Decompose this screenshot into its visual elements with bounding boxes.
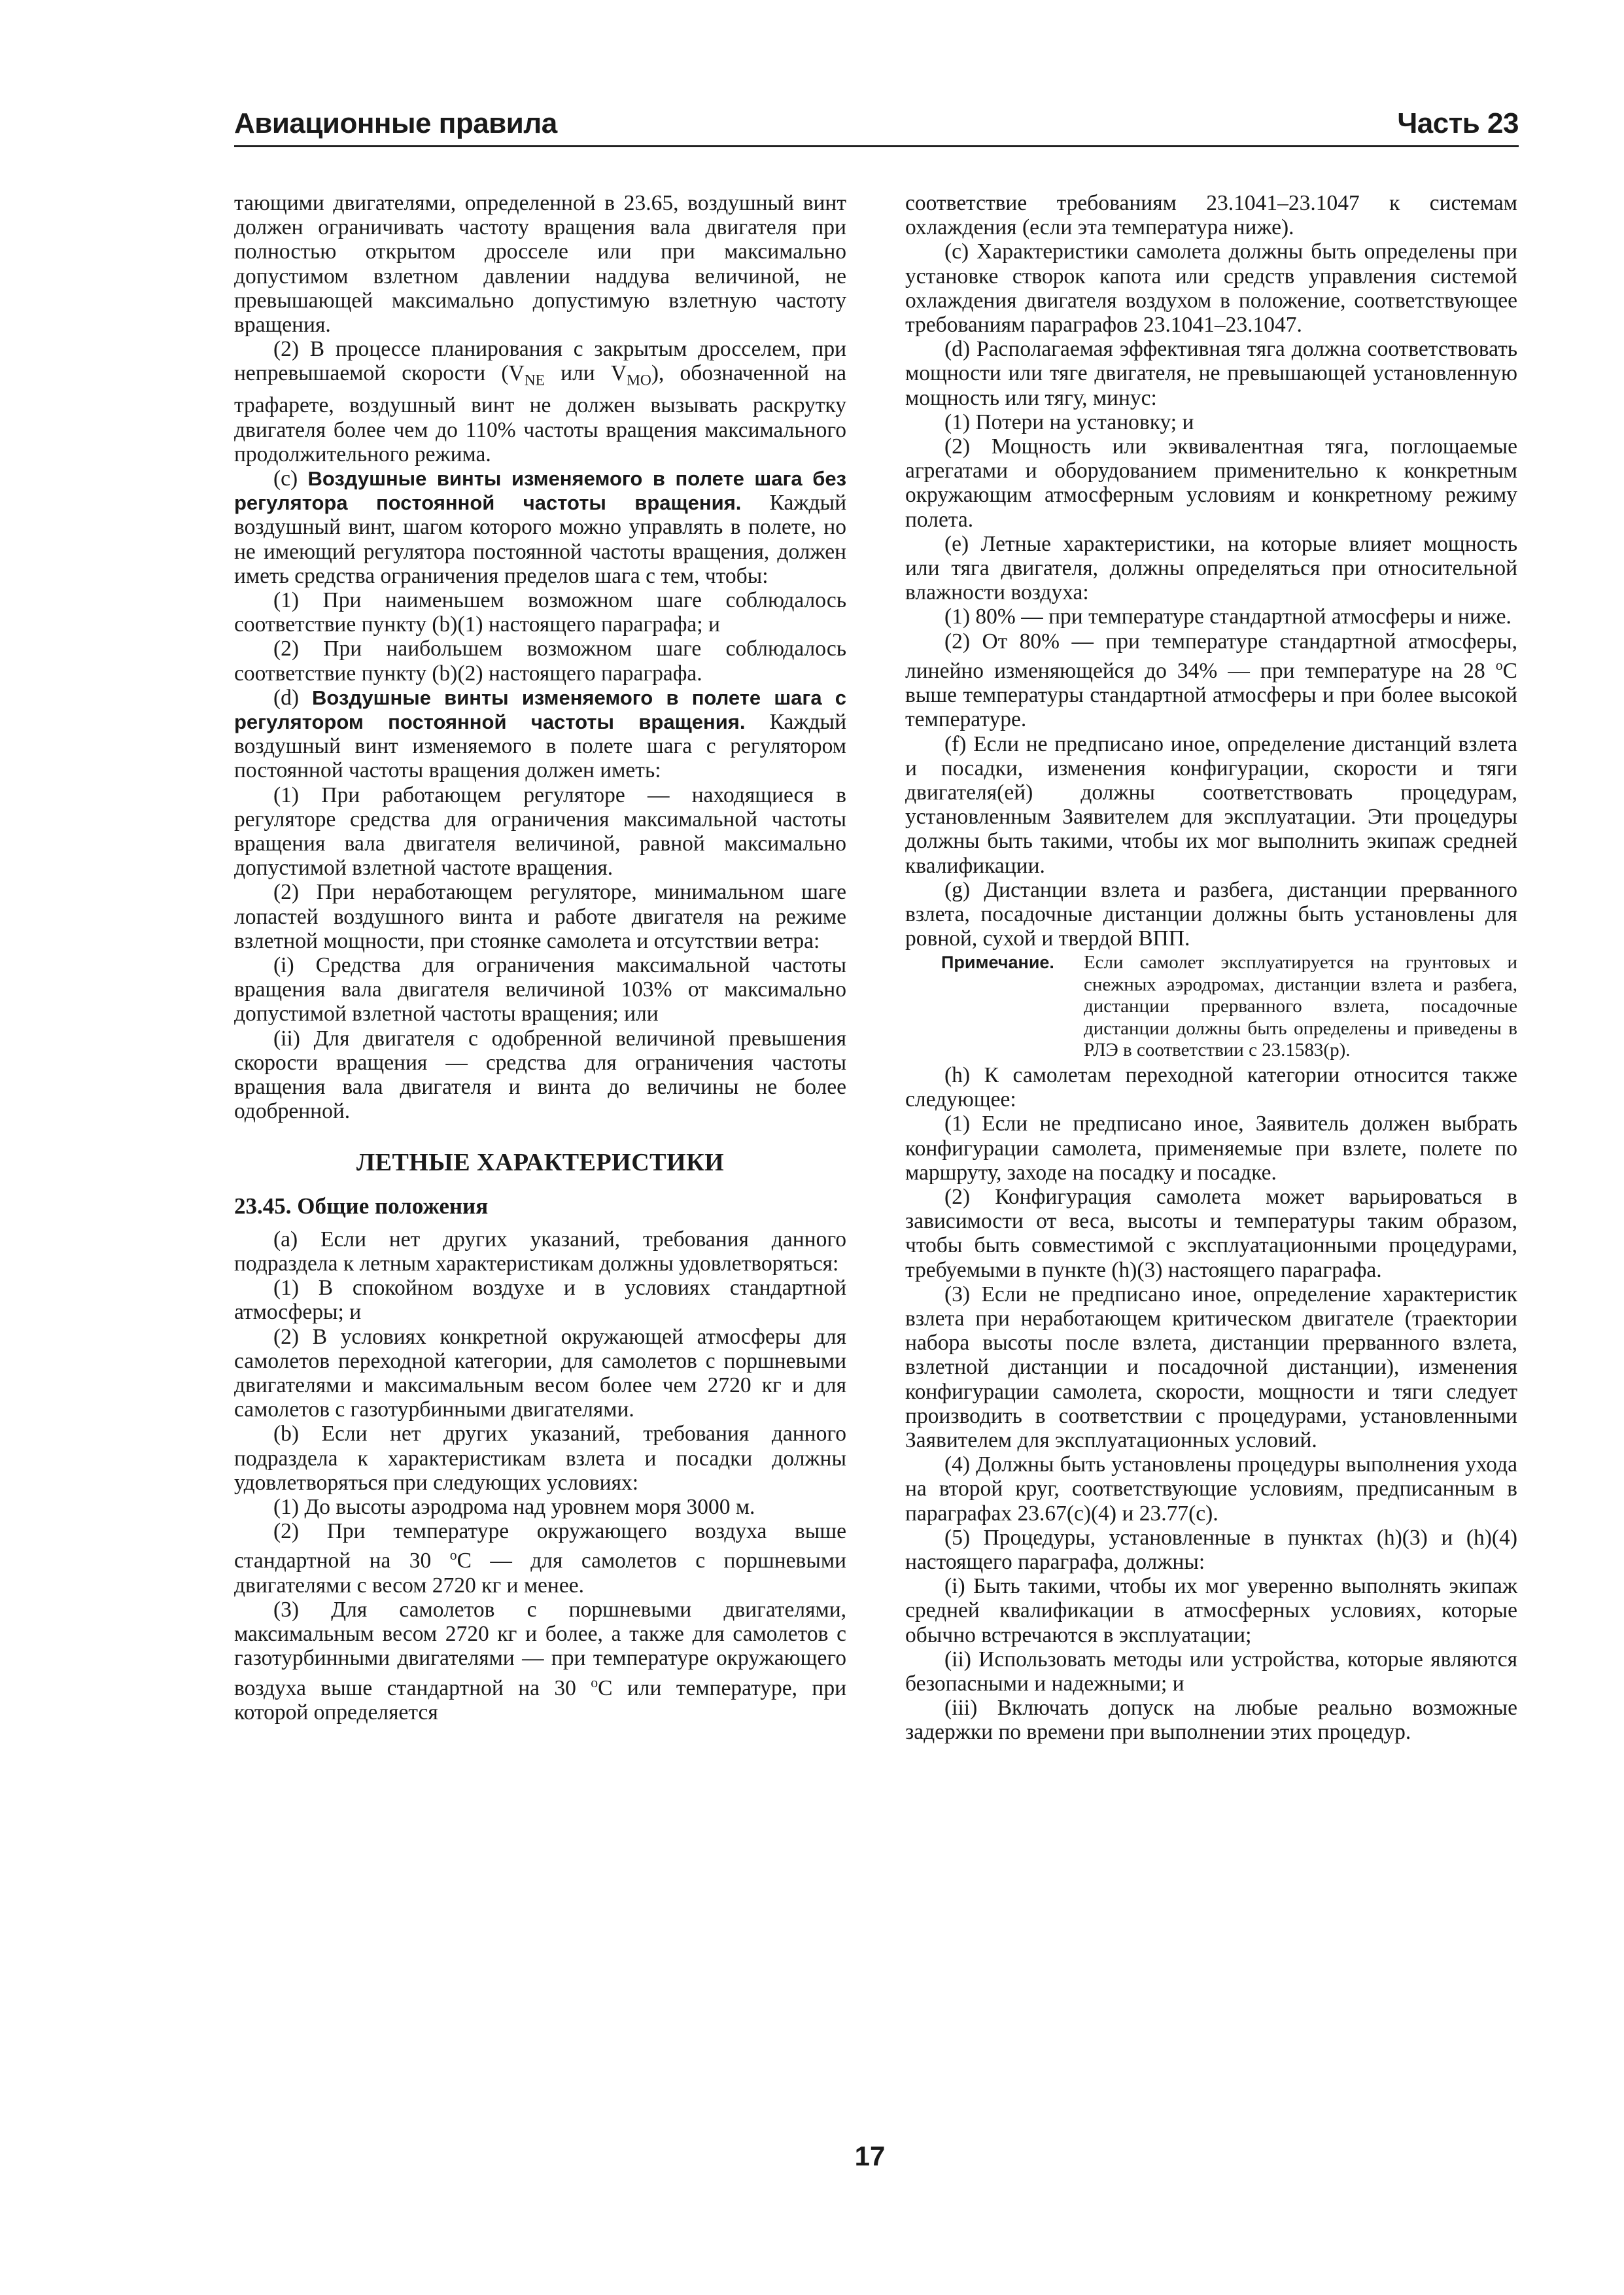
paragraph: (1) При работающем регуляторе — находящиеся в регуляторе средства для ограничения максимальной частоты вращения вала двигателя величиной, равной максимально допустимой взлетной частоте вращения. [234,782,846,881]
bold-run-in: Воздушные винты изменяемого в полете шага без регулятора постоянной частоты вращения. [234,466,846,515]
paragraph: (d) Воздушные винты изменяемого в полете шага с регулятором постоянной частоты вращения. Каждый воздушный винт изменяемого в полете шага с регулятором постоянной частоты вращения должен иметь: [234,685,847,783]
paragraph: (2) От 80% — при температуре стандартной атмосферы, линейно изменяющейся до 34% — при температуре на 28 $^o$C выше температуры стандартной атмосферы и при более высокой температуре. [905,629,1517,732]
paragraph: (1) Потери на установку; и [944,410,1194,434]
paragraph: (a) Если нет других указаний, требования данного подраздела к летным характеристикам должны удовлетворяться: [234,1227,846,1276]
paragraph: (h) К самолетам переходной категории относится также следующее: [905,1062,1517,1112]
section-heading: ЛЕТНЫЕ ХАРАКТЕРИСТИКИ [356,1149,725,1177]
paragraph: (1) При наименьшем возможном шаге соблюдалось соответствие пункту (b)(1) настоящего параграфа; и [234,587,846,637]
paragraph: (b) Если нет других указаний, требования данного подраздела к характеристикам взлета и посадки должны удовлетворяться при следующих условиях: [234,1422,846,1495]
paragraph: (ii) Использовать методы или устройства, которые являются безопасными и надежными; и [905,1647,1517,1696]
paragraph: (i) Средства для ограничения максимальной частоты вращения вала двигателя величиной 103% от максимально допустимой взлетной частоты вращения; или [234,953,846,1026]
note-label: Примечание. [941,953,1054,973]
paragraph: (2) При температуре окружающего воздуха выше стандартной на 30 $^o$C — для самолетов с поршневыми двигателями с весом 2720 кг и менее. [234,1519,846,1598]
paragraph: (1) Если не предписано иное, Заявитель должен выбрать конфигурации самолета, применяемые при взлете, полете по маршруту, заходе на посадку и посадке. [905,1112,1517,1185]
paragraph: (2) При наибольшем возможном шаге соблюдалось соответствие пункту (b)(2) настоящего параграфа. [234,637,846,686]
paragraph: (4) Должны быть установлены процедуры выполнения ухода на второй круг, соответствующие условиям, предписанным в параграфах 23.67(c)(4) и 23.77(c). [905,1452,1517,1526]
paragraph: (1) 80% — при температуре стандартной атмосферы и ниже. [944,604,1512,629]
left-column [234,191,846,1725]
page-number: 17 [854,2141,886,2171]
right-column [905,191,1517,1745]
paragraph: (c) Воздушные винты изменяемого в полете шага без регулятора постоянной частоты вращения. Каждый воздушный винт, шагом которого можно управлять в полете, но не имеющий регулятора постоянной частоты вращения, должен иметь средства ограничения пределов шага с тем, чтобы: [234,466,846,588]
paragraph: (5) Процедуры, установленные в пунктах (h)(3) и (h)(4) настоящего параграфа, должны: [905,1525,1517,1575]
paragraph: (iii) Включать допуск на любые реально возможные задержки по времени при выполнении этих процедур. [905,1696,1517,1745]
paragraph: (c) Характеристики самолета должны быть определены при установке створок капота или средств управления системой охлаждения двигателя воздухом в положение, соответствующее требованиям параграфов 23.1041–23.1047. [905,239,1517,338]
paragraph: (d) Располагаемая эффективная тяга должна соответствовать мощности или тяге двигателя, не превышающей установленную мощность или тягу, минус: [905,337,1517,410]
paragraph: (2) При неработающем регуляторе, минимальном шаге лопастей воздушного винта и работе двигателя на режиме взлетной мощности, при стоянке самолета и отсутствии ветра: [234,880,846,953]
paragraph: (2) В процессе планирования с закрытым дросселем, при непревышаемой скорости ($V_{NE}$ или $V_{MO}$), обозначенной на трафарете, воздушный винт не должен вызывать раскрутку двигателя более чем до 110% частоты вращения максимального продолжительного режима. [234,337,847,466]
note-text: Если самолет эксплуатируется на грунтовых и снежных аэродромах, дистанции взлета и разбега, дистанции прерванного взлета, посадочные дистанции должны быть определены и приведены в РЛЭ в соответствии с 23.1583(p). [1084,952,1517,1061]
note-block [941,952,1517,1062]
paragraph: (2) В условиях конкретной окружающей атмосферы для самолетов переходной категории, для самолетов с поршневыми двигателями и максимальным весом более чем 2720 кг и для самолетов с газотурбинными двигателями. [234,1324,846,1422]
paragraph: (i) Быть такими, чтобы их мог уверенно выполнять экипаж средней квалификации в атмосферных условиях, которые обычно встречаются в эксплуатации; [905,1574,1517,1647]
bold-run-in: Воздушные винты изменяемого в полете шага с регулятором постоянной частоты вращения. [234,686,847,733]
paragraph: (3) Для самолетов с поршневыми двигателями, максимальным весом 2720 кг и более, а также для самолетов с газотурбинными двигателями — при температуре окружающего воздуха выше стандартной на 30 $^o$C или температуре, при которой определяется [234,1598,846,1725]
paragraph: тающими двигателями, определенной в 23.65, воздушный винт должен ограничивать частоту вращения вала двигателя при полностью открытом дросселе или при максимально допустимом взлетном давлении наддува величиной, не превышающей максимально допустимую взлетную частоту вращения. [234,191,846,338]
paragraph: (2) Конфигурация самолета может варьироваться в зависимости от веса, высоты и температуры таким образом, чтобы быть совместимой с эксплуатационными процедурами, требуемыми в пункте (h)(3) настоящего параграфа. [905,1184,1517,1282]
paragraph: (g) Дистанции взлета и разбега, дистанции прерванного взлета, посадочные дистанции должны быть установлены для ровной, сухой и твердой ВПП. [905,877,1517,951]
paragraph: (1) В спокойном воздухе и в условиях стандартной атмосферы; и [234,1276,846,1325]
paragraph: (ii) Для двигателя с одобренной величиной превышения скорости вращения — средства для ограничения частоты вращения вала двигателя и винта до величины не более одобренной. [234,1026,846,1124]
running-header [234,102,1519,147]
header-part: Часть 23 [1397,107,1519,139]
header-title: Авиационные правила [234,107,557,139]
paragraph: (f) Если не предписано иное, определение дистанций взлета и посадки, изменения конфигурации, скорости и тяги двигателя(ей) должны соответствовать процедурам, установленным Заявителем для эксплуатации. Эти процедуры должны быть такими, чтобы их мог выполнить экипаж средней квалификации. [905,731,1517,878]
paragraph: соответствие требованиям 23.1041–23.1047 к системам охлаждения (если эта температура ниже). [905,191,1517,240]
section-title: 23.45. Общие положения [234,1193,489,1219]
paragraph: (e) Летные характеристики, на которые влияет мощность или тяга двигателя, должны определяться при относительной влажности воздуха: [905,531,1517,605]
paragraph: (1) До высоты аэродрома над уровнем моря 3000 м. [273,1495,755,1520]
paragraph: (2) Мощность или эквивалентная тяга, поглощаемые агрегатами и оборудованием применительно к конкретным окружающим атмосферным условиям и конкретному режиму полета. [905,434,1517,532]
paragraph: (3) Если не предписано иное, определение характеристик взлета при неработающем критическом двигателе (траектории набора высоты после взлета, дистанции прерванного взлета, взлетной дистанции и посадочной дистанции), изменения конфигурации самолета, скорости, мощности и тяги следует производить в соответствии с процедурами, установленными Заявителем для эксплуатационных условий. [905,1282,1517,1452]
